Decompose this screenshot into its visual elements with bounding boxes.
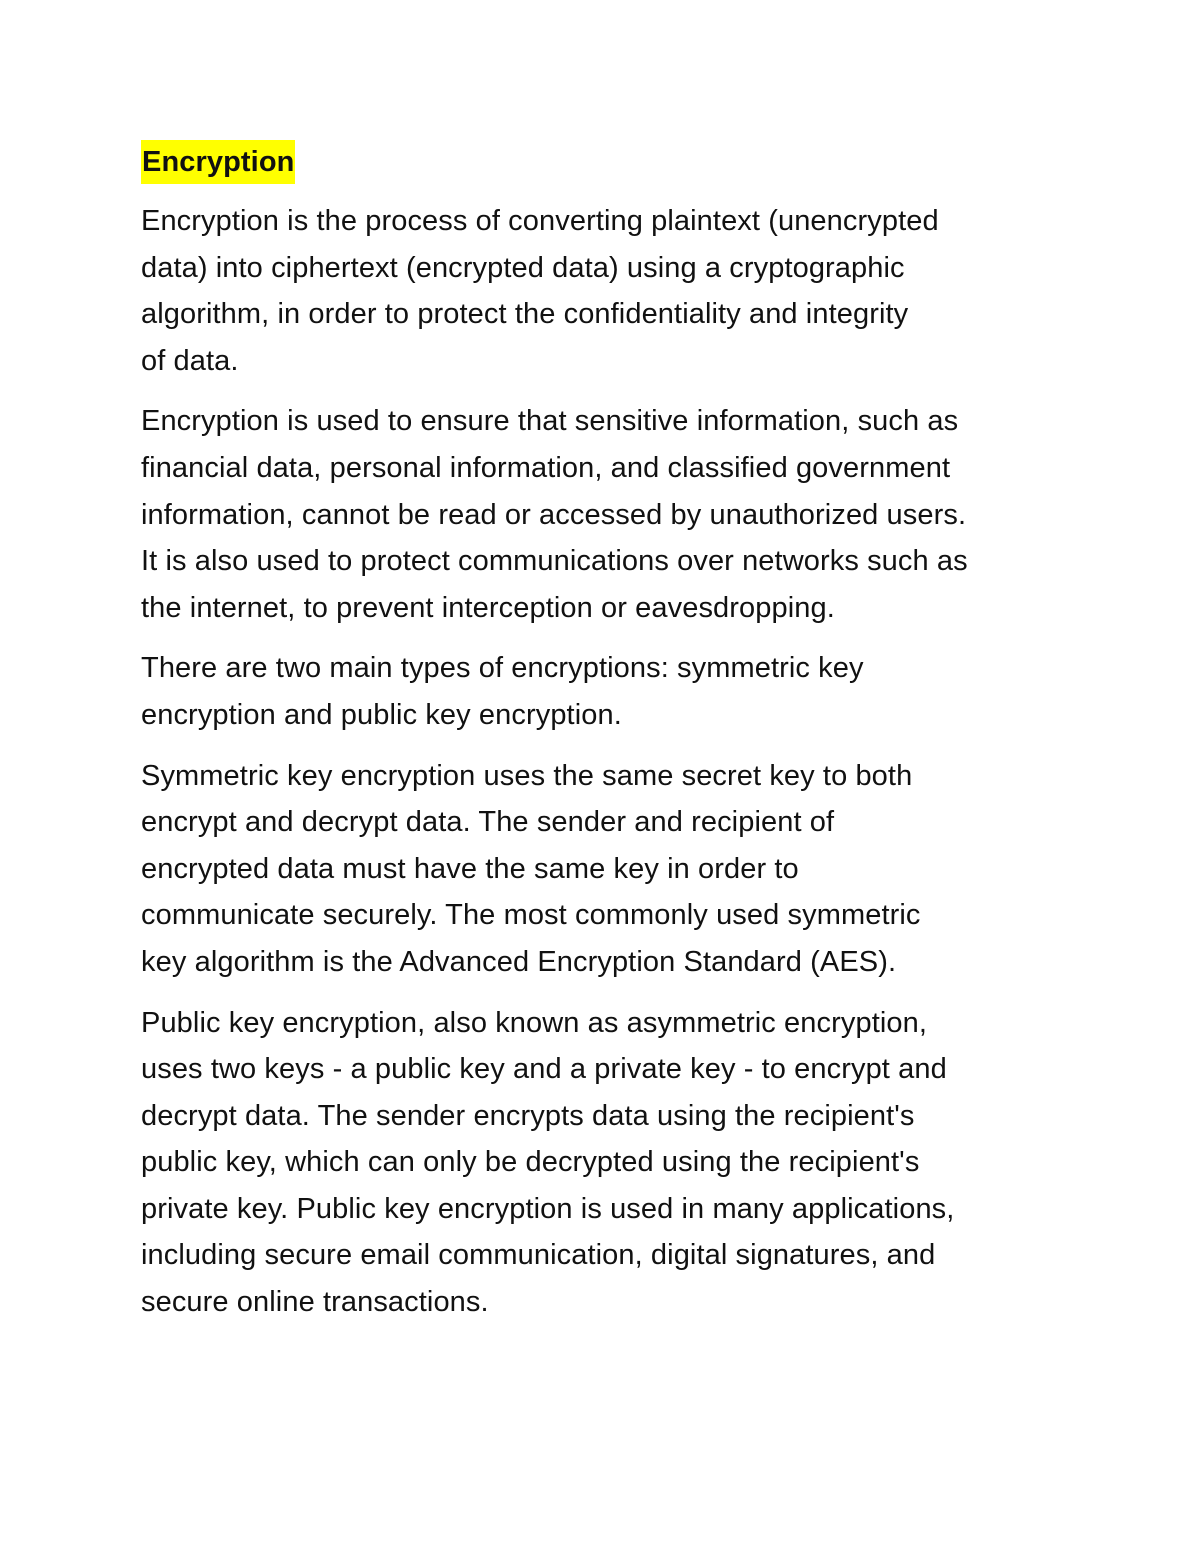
- document-body: [141, 140, 1071, 1340]
- paragraph-types: There are two main types of encryptions: symmetric key encryption and public key encryption.: [141, 652, 864, 731]
- paragraph-definition: Encryption is the process of converting plaintext (unencrypted data) into ciphertext (encrypted data) using a cryptographic algorithm, in order to protect the confidentiality and integrity of data.: [141, 205, 939, 377]
- paragraph-usage: Encryption is used to ensure that sensitive information, such as financial data, personal information, and classified government information, cannot be read or accessed by unauthorized users. It is also used to protect communications over networks such as the internet, to prevent interception or eavesdropping.: [141, 405, 968, 624]
- paragraph-symmetric: Symmetric key encryption uses the same secret key to both encrypt and decrypt data. The sender and recipient of encrypted data must have the same key in order to communicate securely. The most commonly used symmetric key algorithm is the Advanced Encryption Standard (AES).: [141, 759, 921, 978]
- heading-line: [141, 140, 1071, 186]
- document-heading: Encryption: [141, 140, 295, 184]
- paragraph-public-key: Public key encryption, also known as asymmetric encryption, uses two keys - a public key and a private key - to encrypt and decrypt data. The sender encrypts data using the recipient's public key, which can only be decrypted using the recipient's private key. Public key encryption is used in many applications, including secure email communication, digital signatures, and secure online transactions.: [141, 1006, 955, 1319]
